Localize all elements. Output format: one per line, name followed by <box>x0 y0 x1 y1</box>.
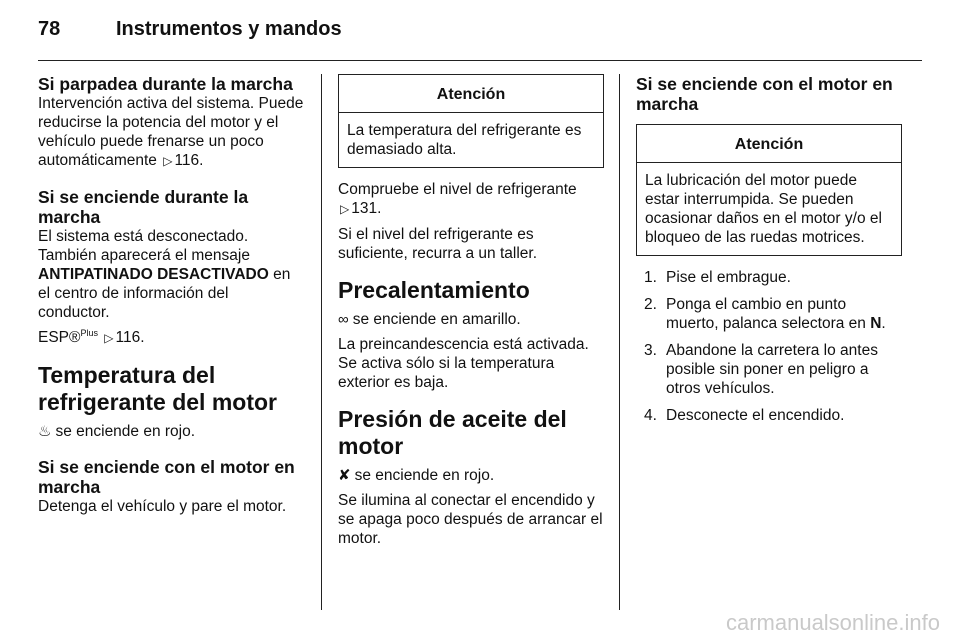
page-ref-link[interactable]: 131. <box>351 200 382 217</box>
watermark: carmanualsonline.info <box>725 610 940 635</box>
section-title: Si se enciende durante la marcha <box>38 187 249 227</box>
paragraph: Si el nivel del refrigerante es suficiente, recurra a un taller. <box>338 226 538 262</box>
section-title: Si se enciende con el motor en marcha <box>636 74 893 114</box>
attention-title: Atención <box>339 75 603 113</box>
section-title: Si parpadea durante la marcha <box>38 74 293 94</box>
attention-title: Atención <box>637 125 901 163</box>
glow-plug-icon: ∞ <box>338 311 349 328</box>
page-ref-link[interactable]: 116. <box>115 329 145 346</box>
column-3 <box>636 74 902 433</box>
list-item: 1. Pise el embrague. <box>644 269 791 286</box>
header-rule <box>38 60 922 61</box>
paragraph: ESP®$^{Plus}$ ▷ 116. <box>38 327 145 346</box>
list-item: 4. Desconecte el encendido. <box>644 407 845 424</box>
paragraph: ∞ se enciende en amarillo. <box>338 311 521 328</box>
paragraph: ✘ se enciende en rojo. <box>338 467 495 484</box>
page-ref-link[interactable]: 116. <box>174 152 204 169</box>
ref-arrow-icon: ▷ <box>163 154 173 168</box>
page-number: 78 <box>38 18 61 40</box>
section-heading: Presión de aceite del motor <box>338 406 567 459</box>
paragraph: El sistema está desconectado. También aparecerá el mensaje ANTIPATINADO DESACTIVADO en el centro de información del conductor. <box>38 228 291 321</box>
oil-pressure-icon: ✘ <box>338 467 351 484</box>
column-divider-1 <box>321 74 322 610</box>
message-text: ANTIPATINADO DESACTIVADO <box>38 266 269 283</box>
paragraph: Se ilumina al conectar el encendido y se apaga poco después de arrancar el motor. <box>338 492 603 547</box>
paragraph: ♨ se enciende en rojo. <box>38 423 196 440</box>
section-heading: Precalentamiento <box>338 277 530 303</box>
column-1 <box>38 74 304 522</box>
attention-text: La lubricación del motor puede estar interrumpida. Se pueden ocasionar daños en el motor y/o el bloqueo de las ruedas motrices. <box>645 172 882 246</box>
paragraph: Intervención activa del sistema. Puede reducirse la potencia del motor y el vehículo puede frenarse un poco automáticamente ▷ 116. <box>38 95 304 169</box>
chapter-title: Instrumentos y mandos <box>116 18 342 40</box>
section-title: Si se enciende con el motor en marcha <box>38 457 295 497</box>
column-2 <box>338 74 604 554</box>
attention-box <box>338 74 604 168</box>
ref-arrow-icon: ▷ <box>104 331 114 345</box>
ref-arrow-icon: ▷ <box>340 202 350 216</box>
paragraph: Detenga el vehículo y pare el motor. <box>38 498 287 515</box>
attention-box <box>636 124 902 256</box>
paragraph: Compruebe el nivel de refrigerante ▷ 131. <box>338 181 577 217</box>
list-item: 3. Abandone la carretera lo antes posible sin poner en peligro a otros vehículos. <box>644 342 878 397</box>
section-heading: Temperatura del refrigerante del motor <box>38 362 277 415</box>
page-header <box>38 14 922 50</box>
attention-text: La temperatura del refrigerante es demasiado alta. <box>347 122 582 158</box>
paragraph: La preincandescencia está activada. Se activa sólo si la temperatura exterior es baja. <box>338 336 589 391</box>
steps-list <box>636 268 902 425</box>
coolant-temp-icon: ♨ <box>38 423 52 440</box>
list-item: 2. Ponga el cambio en punto muerto, palanca selectora en N. <box>644 296 886 332</box>
column-divider-2 <box>619 74 620 610</box>
